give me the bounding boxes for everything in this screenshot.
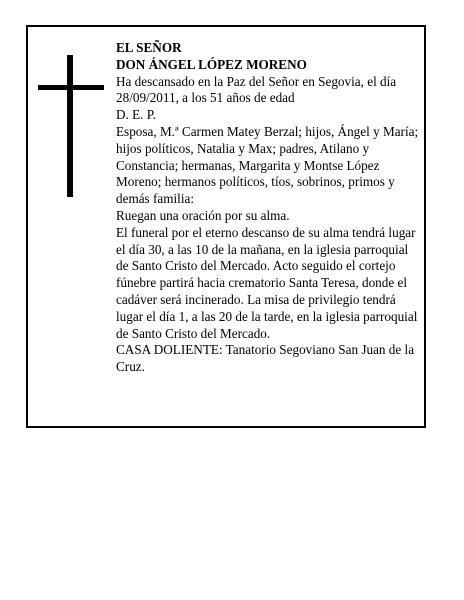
cross-horizontal-bar <box>38 85 104 90</box>
notice-title: EL SEÑOR <box>116 40 182 55</box>
deceased-name: DON ÁNGEL LÓPEZ MORENO <box>116 56 307 72</box>
death-announcement: Ha descansado en la Paz del Señor en Segovia, el día 28/09/2011, a los 51 años de edad <box>116 73 397 106</box>
obituary-notice <box>26 25 426 428</box>
prayer-request: Ruegan una oración por su alma. <box>116 207 290 223</box>
notice-text <box>116 40 422 376</box>
mourning-house: CASA DOLIENTE: Tanatorio Segoviano San Juan de la Cruz. <box>116 342 415 375</box>
funeral-details: El funeral por el eterno descanso de su alma tendrá lugar el día 30, a las 10 de la mañana, en la iglesia parroquial de Santo Cristo del Mercado. Acto seguido el cortejo fúnebre partirá hacia crematorio Santa Teresa, donde el cadáver será incinerado. La misa de privilegio tendrá lugar el día 1, a las 20 de la tarde, en la iglesia parroquial de Santo Cristo del Mercado. <box>116 224 418 341</box>
rip-line: D. E. P. <box>116 107 156 123</box>
family-list: Esposa, M.ª Carmen Matey Berzal; hijos, Ángel y María; hijos políticos, Natalia y Max; padres, Atilano y Constancia; hermanas, Margarita y Montse López Moreno; hermanos políticos, tíos, sobrinos, primos y demás familia: <box>116 123 419 207</box>
cross-vertical-bar <box>67 55 73 197</box>
